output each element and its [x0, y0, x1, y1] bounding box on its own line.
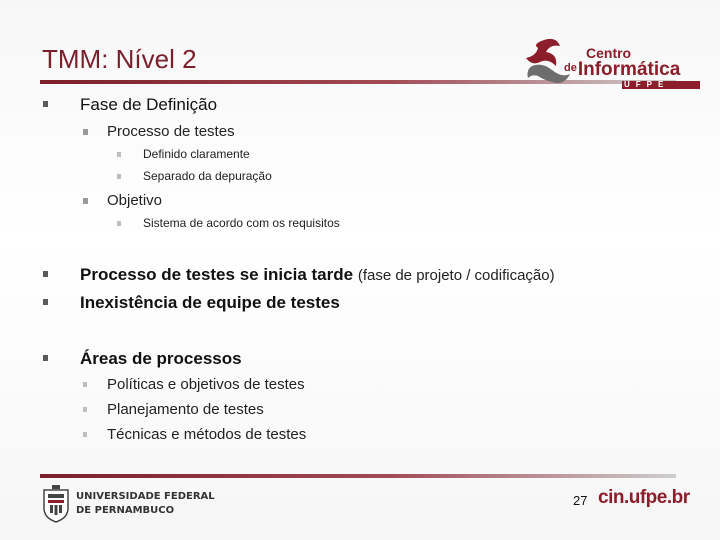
ufpe-crest-icon	[42, 484, 70, 524]
footer-rule	[40, 474, 676, 478]
bullet-square-icon	[43, 271, 48, 277]
cin-line3: UFPE	[622, 81, 700, 89]
processo-tarde-note: (fase de projeto / codificação)	[357, 267, 555, 284]
bullet-square-icon	[43, 355, 48, 361]
slide-title: TMM: Nível 2	[42, 44, 197, 74]
cin-line2	[564, 60, 700, 79]
ufpe-line1: UNIVERSIDADE FEDERAL	[76, 491, 215, 502]
list-item: Sistema de acordo com os requisitos	[143, 216, 340, 230]
bullet-square-icon	[117, 221, 121, 226]
bullet-square-icon	[43, 101, 48, 107]
list-item: Planejamento de testes	[107, 401, 264, 418]
list-item: Políticas e objetivos de testes	[107, 376, 305, 393]
objetivo: Objetivo	[107, 192, 163, 209]
cin-line2-main: Informática	[577, 59, 681, 80]
areas-processos	[80, 349, 242, 369]
inexistencia	[80, 293, 340, 313]
list-item: Técnicas e métodos de testes	[107, 426, 307, 443]
bullet-square-icon	[83, 407, 87, 412]
areas-label: Áreas de processos	[80, 349, 242, 368]
bullet-square-icon	[83, 198, 88, 204]
processo-testes: Processo de testes	[107, 123, 235, 140]
cin-line2-prefix: de	[564, 62, 577, 74]
bullet-square-icon	[117, 152, 121, 157]
inexistencia-text: Inexistência de equipe de testes	[80, 293, 340, 312]
bullet-square-icon	[83, 382, 87, 387]
processo-tarde	[80, 265, 555, 285]
cin-line1: Centro	[586, 45, 632, 61]
bullet-square-icon	[83, 432, 87, 437]
bullet-square-icon	[117, 174, 121, 179]
processo-tarde-bold: Processo de testes se inicia tarde	[80, 265, 354, 284]
ufpe-name	[76, 490, 215, 518]
page-number: 27	[573, 493, 588, 508]
list-item: Definido claramente	[143, 147, 250, 161]
bullet-square-icon	[43, 299, 48, 305]
ufpe-line2: DE PERNAMBUCO	[76, 505, 175, 516]
list-item: Separado da depuração	[143, 169, 272, 183]
cin-url: cin.ufpe.br	[598, 487, 690, 508]
cin-logo	[522, 34, 682, 94]
bullet-square-icon	[83, 129, 88, 135]
fase-definicao: Fase de Definição	[80, 95, 218, 114]
cin-wordmark	[564, 46, 700, 89]
